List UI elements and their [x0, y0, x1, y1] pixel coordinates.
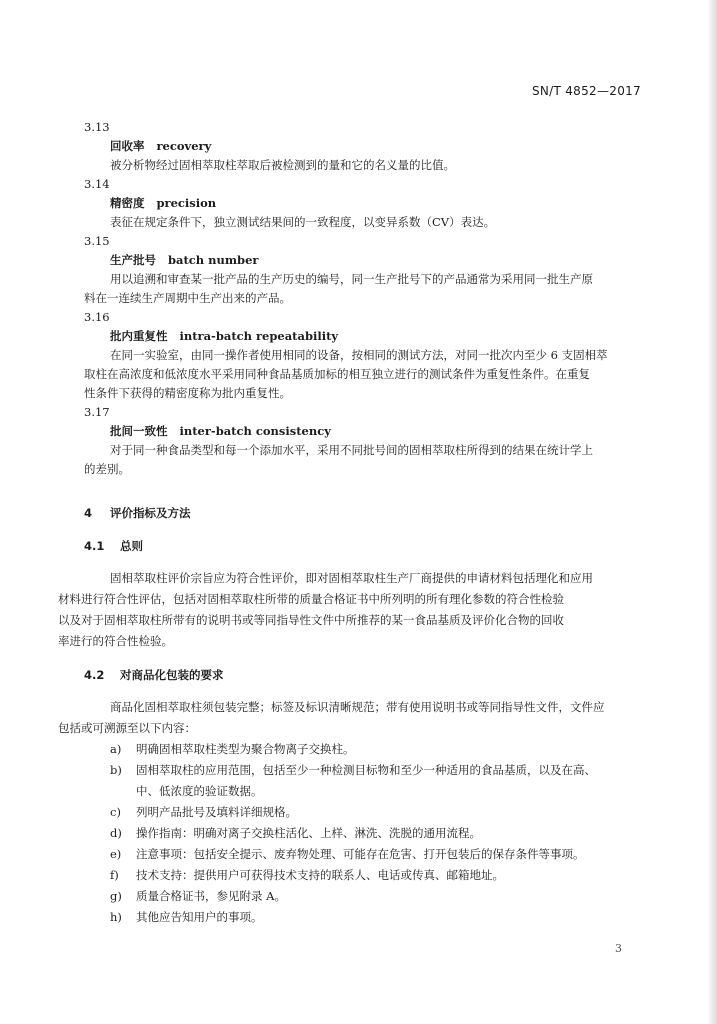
term-title-zh: 批间一致性	[110, 424, 168, 438]
list-item	[84, 802, 644, 823]
term-definition-line: 对于同一种食品类型和每一个添加水平，采用不同批号间的固相萃取柱所得到的结果在统计学上	[110, 443, 593, 457]
term-title-en: intra-batch repeatability	[179, 329, 339, 343]
term-definition-line: 性条件下获得的精密度称为批内重复性。	[84, 386, 291, 400]
page-number: 3	[615, 942, 622, 955]
term-definition-line: 用以追溯和审查某一批产品的生产历史的编号，同一生产批号下的产品通常为采用同一批生产原	[110, 272, 593, 286]
term-number: 3.15	[84, 234, 110, 248]
section-title: 评价指标及方法	[110, 506, 191, 520]
term-number: 3.17	[84, 405, 110, 419]
term-definition-line: 取柱在高浓度和低浓度水平采用同种食品基质加标的相互独立进行的测试条件为重复性条件。在重复	[84, 367, 590, 381]
term-title	[84, 137, 644, 156]
requirements-list	[84, 739, 644, 928]
term-definition-line: 被分析物经过固相萃取柱萃取后被检测到的量和它的名义量的比值。	[110, 158, 455, 172]
list-marker: e)	[110, 847, 122, 861]
term-definition-line: 的差别。	[84, 462, 130, 476]
list-item	[84, 886, 644, 907]
section-number: 4	[84, 506, 93, 520]
standard-code-header: SN/T 4852—2017	[531, 84, 641, 98]
section-4-heading	[84, 504, 644, 523]
list-marker: f)	[110, 868, 119, 882]
list-marker: d)	[110, 826, 122, 840]
term-3-17	[84, 403, 644, 479]
paragraph-line: 固相萃取柱评价宗旨应为符合性评价，即对固相萃取柱生产厂商提供的申请材料包括理化和应用	[110, 571, 593, 585]
subsection-number: 4.1	[84, 539, 105, 553]
term-number: 3.13	[84, 120, 110, 134]
paragraph-line: 以及对于固相萃取柱所带有的说明书或等同指导性文件中所推荐的某一食品基质及评价化合物的回收	[58, 613, 564, 627]
term-3-15	[84, 232, 644, 308]
list-marker: h)	[110, 910, 122, 924]
list-item	[84, 760, 644, 802]
term-3-14	[84, 175, 644, 232]
list-marker: c)	[110, 805, 121, 819]
subsection-number: 4.2	[84, 668, 105, 682]
list-item	[84, 844, 644, 865]
term-number: 3.14	[84, 177, 110, 191]
term-definition-line: 料在一连续生产周期中生产出来的产品。	[84, 291, 291, 305]
list-item-text: 明确固相萃取柱类型为聚合物离子交换柱。	[136, 742, 355, 756]
paragraph-line: 率进行的符合性检验。	[58, 634, 173, 648]
term-title-zh: 精密度	[110, 196, 145, 210]
term-title	[84, 422, 644, 441]
term-title-en: batch number	[168, 253, 259, 267]
section-4-1-paragraph	[58, 568, 644, 652]
section-4-1-heading	[84, 537, 644, 556]
section-4-2-paragraph	[58, 697, 644, 739]
subsection-title: 对商品化包装的要求	[120, 668, 224, 682]
list-item-text: 中、低浓度的验证数据。	[136, 784, 263, 798]
list-item	[84, 865, 644, 886]
term-title-en: precision	[156, 196, 217, 210]
term-title-zh: 回收率	[110, 139, 145, 153]
list-item-text: 固相萃取柱的应用范围，包括至少一种检测目标物和至少一种适用的食品基质，以及在高、	[136, 763, 596, 777]
term-definition-line: 在同一实验室，由同一操作者使用相同的设备，按相同的测试方法，对同一批次内至少 6 支固相萃	[110, 348, 608, 362]
list-item-text: 质量合格证书，参见附录 A。	[136, 889, 286, 903]
list-item-text: 其他应告知用户的事项。	[136, 910, 263, 924]
list-marker: a)	[110, 742, 122, 756]
list-item	[84, 823, 644, 844]
list-item-text: 列明产品批号及填料详细规格。	[136, 805, 297, 819]
term-definition-line: 表征在规定条件下，独立测试结果间的一致程度，以变异系数（CV）表达。	[110, 215, 496, 229]
term-number: 3.16	[84, 310, 110, 324]
term-3-16	[84, 308, 644, 403]
section-4-2-heading	[84, 666, 644, 685]
paragraph-line: 包括或可溯源至以下内容：	[58, 721, 196, 735]
list-item-text: 技术支持：提供用户可获得技术支持的联系人、电话或传真、邮箱地址。	[136, 868, 504, 882]
list-item-text: 操作指南：明确对离子交换柱活化、上样、淋洗、洗脱的通用流程。	[136, 826, 481, 840]
list-item-text: 注意事项：包括安全提示、废弃物处理、可能存在危害、打开包装后的保存条件等事项。	[136, 847, 585, 861]
list-marker: b)	[110, 763, 122, 777]
page-content	[58, 118, 644, 928]
page-edge-shadow	[707, 0, 717, 1024]
term-3-13	[84, 118, 644, 175]
paragraph-line: 商品化固相萃取柱须包装完整；标签及标识清晰规范；带有使用说明书或等同指导性文件，文件应	[110, 700, 605, 714]
term-title-zh: 批内重复性	[110, 329, 168, 343]
list-marker: g)	[110, 889, 122, 903]
paragraph-line: 材料进行符合性评估，包括对固相萃取柱所带的质量合格证书中所列明的所有理化参数的符合性检验	[58, 592, 564, 606]
term-title	[84, 327, 644, 346]
term-title	[84, 194, 644, 213]
subsection-title: 总则	[120, 539, 143, 553]
list-item	[84, 739, 644, 760]
term-title-zh: 生产批号	[110, 253, 156, 267]
term-title-en: recovery	[156, 139, 212, 153]
term-title	[84, 251, 644, 270]
term-title-en: inter-batch consistency	[179, 424, 331, 438]
list-item	[84, 907, 644, 928]
